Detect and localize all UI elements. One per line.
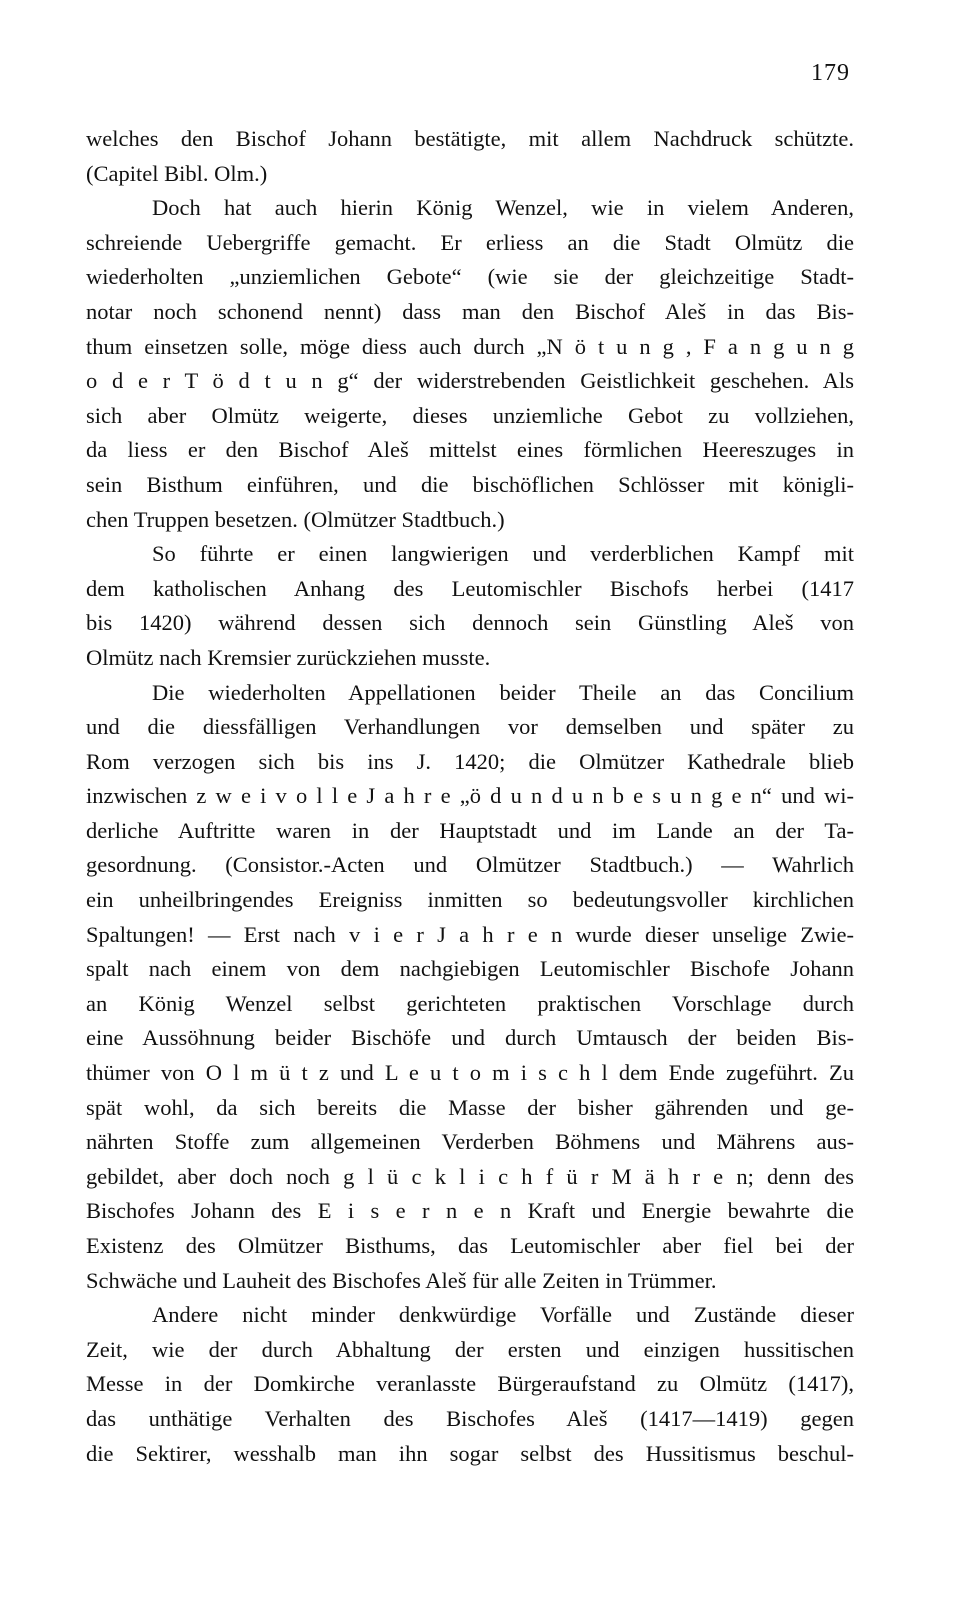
text-line: welches den Bischof Johann bestätigte, mit allem Nachdruck schützte.	[86, 126, 854, 151]
text-line: chen Truppen besetzen. (Olmützer Stadtbuch.)	[86, 506, 505, 532]
text-line: (Capitel Bibl. Olm.)	[86, 160, 268, 186]
text-line: spät wohl, da sich bereits die Masse der bisher gährenden und ge-	[86, 1094, 854, 1120]
text-line: bis 1420) während dessen sich dennoch sein Günstling Aleš von	[86, 610, 854, 636]
text-line: da liess er den Bischof Aleš mittelst eines förmlichen Heereszuges in	[86, 437, 854, 463]
text-line: inzwischen z w e i v o l l e J a h r e „ö d u n d u n b e s u n g e n“ und wi-	[86, 783, 854, 809]
page-number: 179	[811, 60, 850, 86]
text-line: o d e r T ö d t u n g“ der widerstrebenden Geistlichkeit geschehen. Als	[86, 368, 854, 394]
text-line: gebildet, aber doch noch g l ü c k l i c h f ü r M ä h r e n; denn des	[86, 1163, 854, 1189]
text-line: sich aber Olmütz weigerte, dieses unziemliche Gebot zu vollziehen,	[86, 402, 854, 428]
text-line: schreiende Uebergriffe gemacht. Er erliess an die Stadt Olmütz die	[86, 229, 854, 255]
text-line: spalt nach einem von dem nachgiebigen Leutomischler Bischofe Johann	[86, 956, 854, 982]
text-line: ein unheilbringendes Ereigniss inmitten so bedeutungsvoller kirchlichen	[86, 887, 854, 913]
text-line: thum einsetzen solle, möge diess auch durch „N ö t u n g , F a n g u n g	[86, 333, 854, 359]
text-line: und die diessfälligen Verhandlungen vor demselben und später zu	[86, 714, 854, 740]
text-line: die Sektirer, wesshalb man ihn sogar selbst des Hussitismus beschul-	[86, 1440, 854, 1466]
text-line: notar noch schonend nennt) dass man den Bischof Aleš in das Bis-	[86, 298, 854, 324]
text-line: nährten Stoffe zum allgemeinen Verderben Böhmens und Mährens aus-	[86, 1129, 854, 1155]
text-line: Spaltungen! — Erst nach v i e r J a h r e n wurde dieser unselige Zwie-	[86, 921, 854, 947]
text-line: derliche Auftritte waren in der Hauptstadt und im Lande an der Ta-	[86, 817, 854, 843]
text-line: Bischofes Johann des E i s e r n e n Kraft und Energie bewahrte die	[86, 1198, 854, 1224]
text-line: Zeit, wie der durch Abhaltung der ersten und einzigen hussitischen	[86, 1336, 854, 1362]
text-line: Doch hat auch hierin König Wenzel, wie in vielem Anderen,	[152, 195, 854, 221]
text-line: Olmütz nach Kremsier zurückziehen musste.	[86, 644, 491, 670]
text-line: Messe in der Domkirche veranlasste Bürgeraufstand zu Olmütz (1417),	[86, 1371, 854, 1397]
text-line: thümer von O l m ü t z und L e u t o m i s c h l dem Ende zugeführt. Zu	[86, 1060, 854, 1086]
body-text	[86, 122, 854, 1471]
text-line: sein Bisthum einführen, und die bischöflichen Schlösser mit königli-	[86, 471, 854, 497]
text-line: Schwäche und Lauheit des Bischofes Aleš für alle Zeiten in Trümmer.	[86, 1267, 717, 1293]
text-line: Rom verzogen sich bis ins J. 1420; die Olmützer Kathedrale blieb	[86, 748, 854, 774]
text-line: an König Wenzel selbst gerichteten praktischen Vorschlage durch	[86, 990, 854, 1016]
text-line: Die wiederholten Appellationen beider Theile an das Concilium	[152, 679, 854, 705]
text-line: eine Aussöhnung beider Bischöfe und durch Umtausch der beiden Bis-	[86, 1025, 854, 1051]
text-line: wiederholten „unziemlichen Gebote“ (wie sie der gleichzeitige Stadt-	[86, 264, 854, 290]
text-line: Andere nicht minder denkwürdige Vorfälle und Zustände dieser	[152, 1302, 854, 1328]
text-line: dem katholischen Anhang des Leutomischler Bischofs herbei (1417	[86, 575, 854, 601]
text-line: Existenz des Olmützer Bisthums, das Leutomischler aber fiel bei der	[86, 1233, 854, 1258]
text-line: So führte er einen langwierigen und verderblichen Kampf mit	[152, 541, 854, 567]
text-line: das unthätige Verhalten des Bischofes Aleš (1417—1419) gegen	[86, 1405, 854, 1431]
text-line: gesordnung. (Consistor.-Acten und Olmützer Stadtbuch.) — Wahrlich	[86, 852, 854, 878]
